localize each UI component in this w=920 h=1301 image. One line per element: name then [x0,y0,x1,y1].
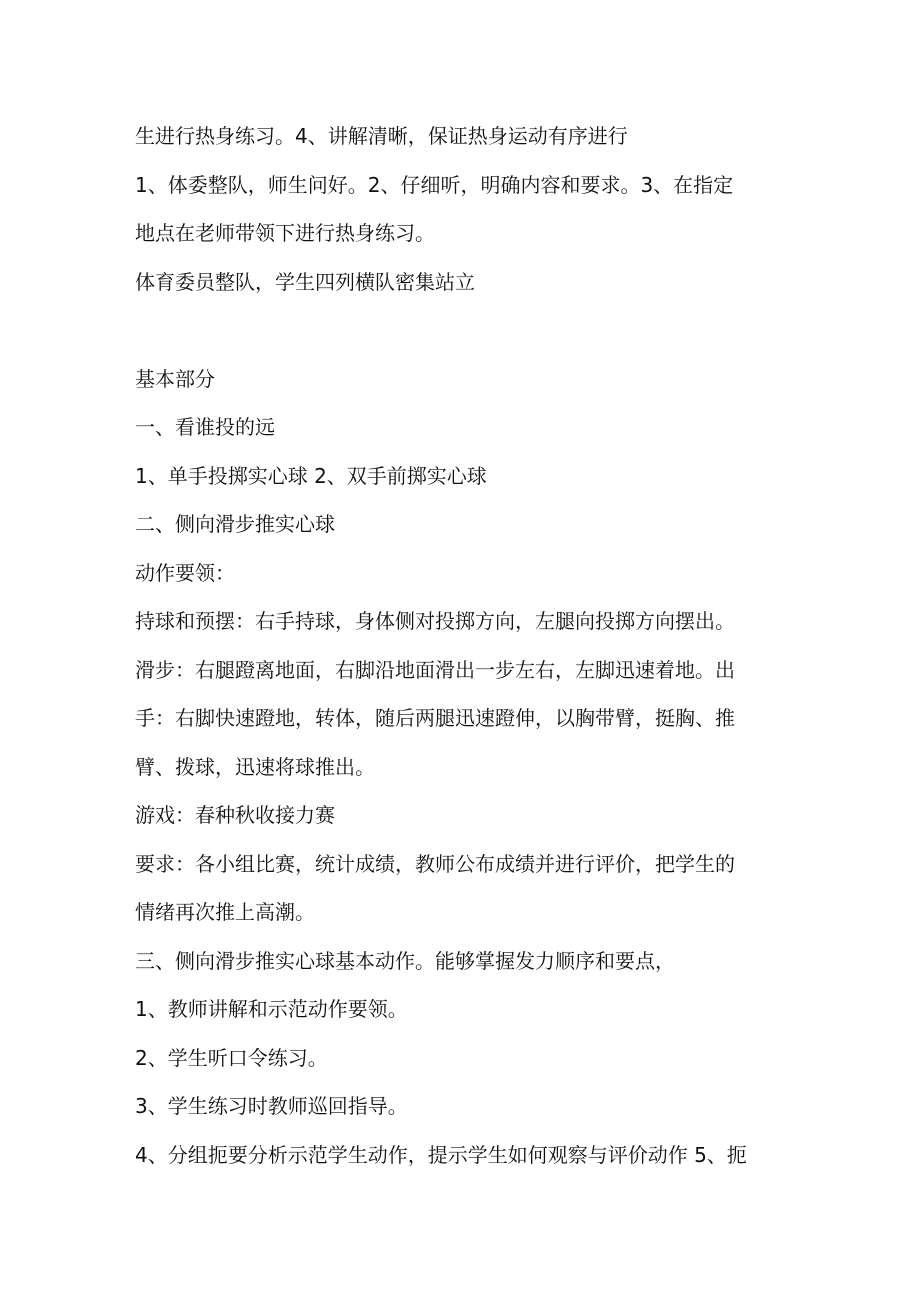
text-line: 游戏：春种秋收接力赛 [135,803,335,827]
text-line: 手：右脚快速蹬地，转体，随后两腿迅速蹬伸，以胸带臂，挺胸、推 [135,706,735,730]
blank-line [135,306,795,355]
text-line: 动作要领： [135,560,235,585]
text-line: 滑步：右腿蹬离地面，右脚沿地面滑出一步左右，左脚迅速着地。出 [135,657,735,682]
text-line: 情绪再次推上高潮。 [135,900,315,924]
text-line: 臂、拨球，迅速将球推出。 [135,754,375,779]
text-line: 地点在老师带领下进行热身练习。 [135,221,435,245]
section-heading: 基本部分 [135,366,215,391]
text-line: 2、学生听口令练习。 [135,1045,328,1070]
text-line: 1、单手投掷实心球 2、双手前掷实心球 [135,463,487,488]
document-body [135,112,795,1179]
text-line: 1、教师讲解和示范动作要领。 [135,997,408,1021]
text-line: 一、看谁投的远 [135,415,275,439]
text-line: 三、侧向滑步推实心球基本动作。能够掌握发力顺序和要点， [135,948,675,973]
text-line: 持球和预摆：右手持球，身体侧对投掷方向，左腿向投掷方向摆出。 [135,609,735,633]
text-line: 生进行热身练习。4、讲解清晰，保证热身运动有序进行 [135,124,628,148]
text-line: 二、侧向滑步推实心球 [135,512,335,536]
text-line: 3、学生练习时教师巡回指导。 [135,1094,408,1118]
text-line: 要求：各小组比赛，统计成绩，教师公布成绩并进行评价，把学生的 [135,851,735,876]
text-line: 4、分组扼要分析示范学生动作，提示学生如何观察与评价动作 5、扼 [135,1142,747,1167]
text-line: 1、体委整队，师生问好。2、仔细听，明确内容和要求。3、在指定 [135,172,734,197]
text-line: 体育委员整队，学生四列横队密集站立 [135,269,475,294]
